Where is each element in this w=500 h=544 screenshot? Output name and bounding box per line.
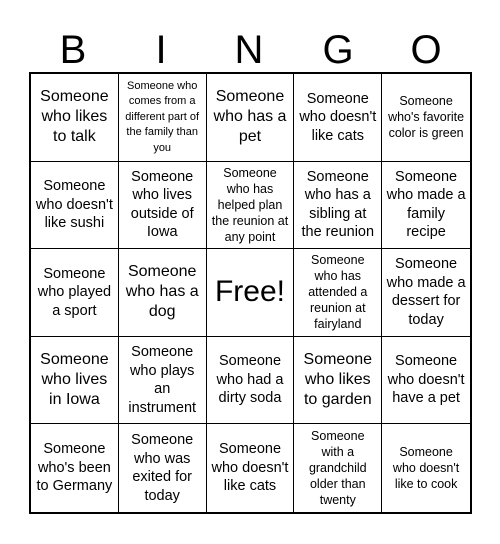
cell-text: Someone who lives outside of Iowa <box>130 168 194 241</box>
bingo-cell[interactable] <box>382 424 470 512</box>
cell-text: Someone who made a family recipe <box>386 168 466 241</box>
cell-text: Someone who's favorite color is green <box>388 94 465 141</box>
bingo-header <box>29 22 471 72</box>
bingo-cell[interactable] <box>31 74 119 162</box>
bingo-cell[interactable] <box>207 162 295 250</box>
header-letter-g: G <box>322 28 354 72</box>
cell-text: Someone who made a dessert for today <box>386 256 466 328</box>
bingo-cell[interactable] <box>382 249 470 337</box>
free-space-text: Free! <box>214 275 285 309</box>
bingo-cell[interactable] <box>31 424 119 512</box>
cell-text: Someone who doesn't like to cook <box>392 445 460 492</box>
cell-text: Someone who doesn't have a pet <box>387 353 465 407</box>
cell-text: Someone who plays an instrument <box>128 344 197 416</box>
bingo-cell[interactable] <box>119 162 207 250</box>
cell-text: Someone with a grandchild older than twenty <box>308 429 367 508</box>
bingo-cell[interactable] <box>294 74 382 162</box>
bingo-cell[interactable] <box>207 424 295 512</box>
header-letter-b: B <box>59 28 87 72</box>
bingo-cell[interactable] <box>31 162 119 250</box>
bingo-cell[interactable] <box>294 424 382 512</box>
header-letter-n: N <box>234 28 264 72</box>
bingo-cell[interactable] <box>294 162 382 250</box>
cell-text: Someone who played a sport <box>37 265 112 319</box>
cell-text: Someone who has a sibling at the reunion <box>301 168 375 241</box>
bingo-cell[interactable] <box>294 249 382 337</box>
bingo-cell[interactable] <box>207 337 295 425</box>
bingo-cell[interactable] <box>31 337 119 425</box>
bingo-cell[interactable] <box>31 249 119 337</box>
cell-text: Someone who likes to garden <box>303 351 373 409</box>
bingo-cell[interactable] <box>119 337 207 425</box>
cell-text: Someone who doesn't like cats <box>299 90 377 144</box>
cell-text: Someone who doesn't like sushi <box>35 178 113 232</box>
cell-text: Someone who's been to Germany <box>36 441 113 495</box>
bingo-cell[interactable] <box>119 424 207 512</box>
cell-text: Someone who was exited for today <box>131 432 194 504</box>
bingo-cell[interactable] <box>294 337 382 425</box>
bingo-cell[interactable] <box>382 74 470 162</box>
header-letter-o: O <box>410 28 442 72</box>
cell-text: Someone who has a pet <box>213 88 287 146</box>
cell-text: Someone who had a dirty soda <box>216 353 284 407</box>
free-space-cell[interactable] <box>207 249 295 337</box>
bingo-cell[interactable] <box>119 249 207 337</box>
cell-text: Someone who has helped plan the reunion at any point <box>211 165 289 244</box>
cell-text: Someone who has attended a reunion at fairyland <box>308 253 368 332</box>
cell-text: Someone who lives in Iowa <box>40 351 109 409</box>
bingo-cell[interactable] <box>207 74 295 162</box>
cell-text: Someone who likes to talk <box>40 88 109 146</box>
header-letter-i: I <box>155 28 167 72</box>
cell-text: Someone who has a dog <box>125 263 199 321</box>
bingo-cell[interactable] <box>382 337 470 425</box>
cell-text: Someone who doesn't like cats <box>211 441 289 495</box>
bingo-cell[interactable] <box>119 74 207 162</box>
bingo-cell[interactable] <box>382 162 470 250</box>
bingo-grid <box>29 72 472 514</box>
cell-text: Someone who comes from a different part of the family than you <box>125 79 200 154</box>
